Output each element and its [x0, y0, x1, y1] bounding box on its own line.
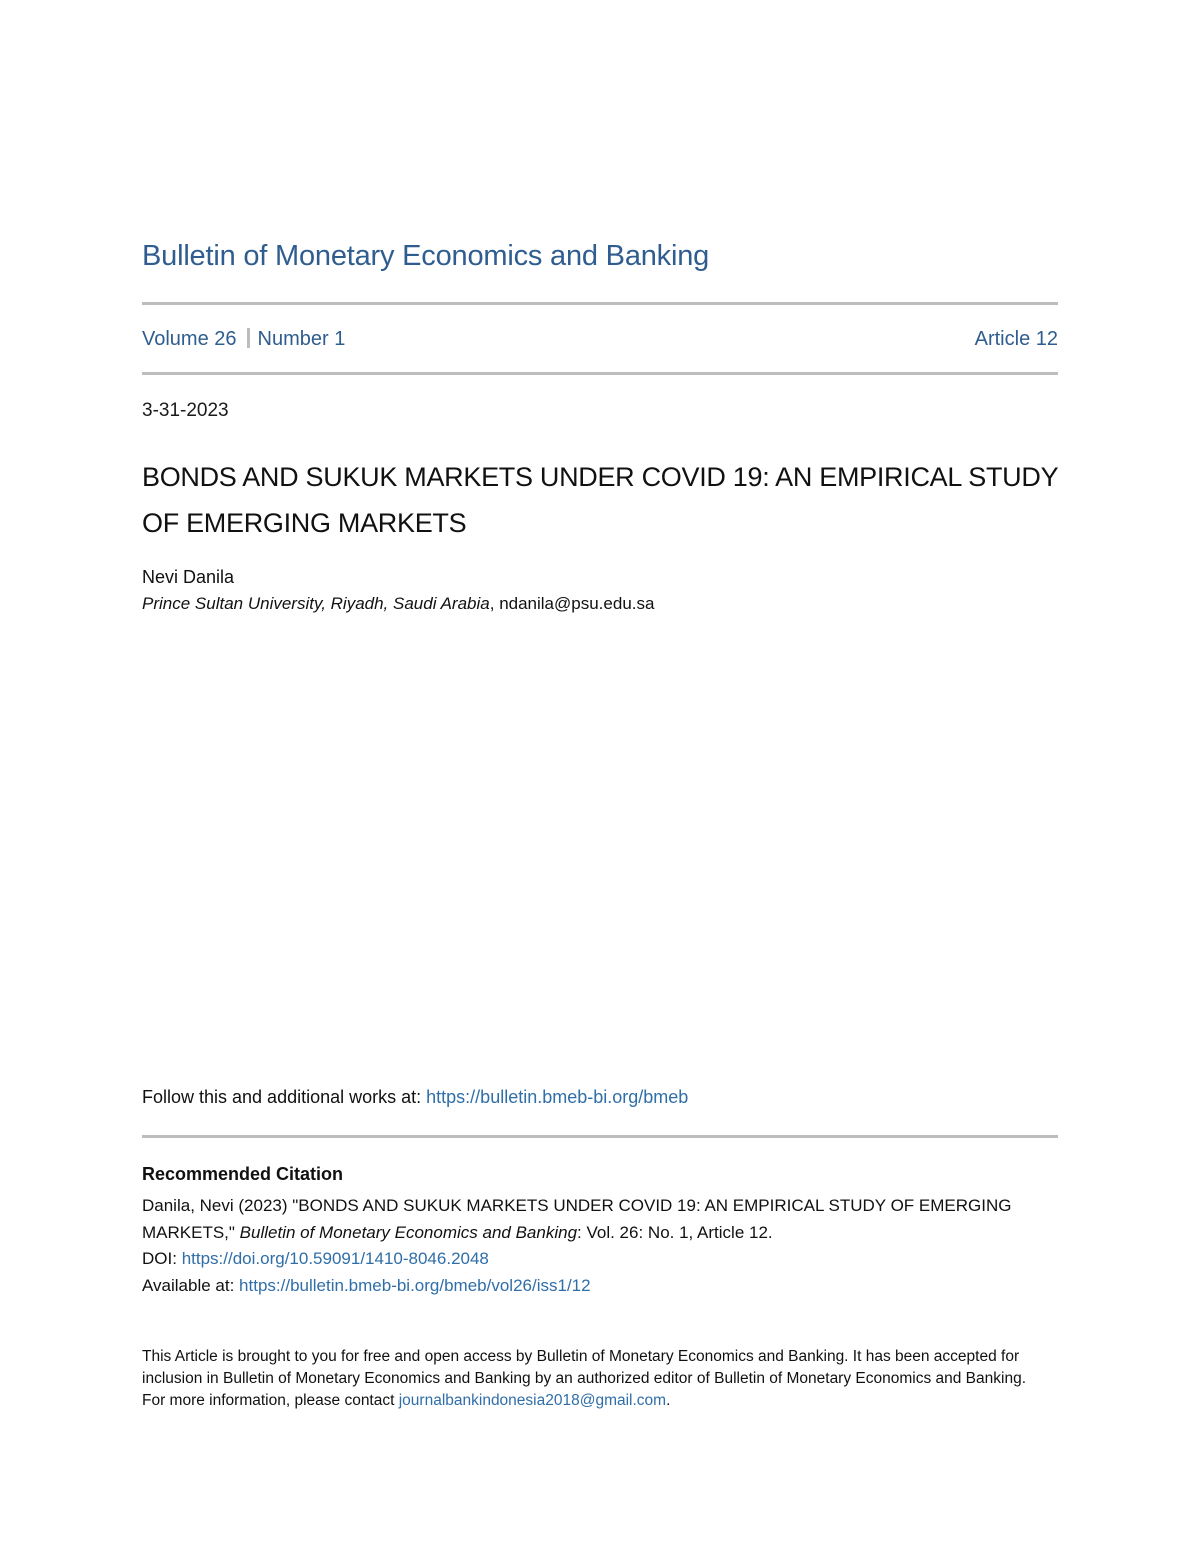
article-title: BONDS AND SUKUK MARKETS UNDER COVID 19: AN EMPIRICAL STUDY OF EMERGING MARKETS — [142, 462, 1058, 538]
available-link[interactable]: https://bulletin.bmeb-bi.org/bmeb/vol26/iss1/12 — [239, 1275, 591, 1295]
available-label: Available at: — [142, 1275, 235, 1295]
citation-details: : Vol. 26: No. 1, Article 12. — [577, 1222, 773, 1242]
citation-block — [142, 1193, 1062, 1299]
divider — [142, 1135, 1058, 1138]
issue-link[interactable]: Number 1 — [257, 328, 346, 350]
divider — [142, 302, 1058, 305]
citation-heading: Recommended Citation — [142, 1164, 344, 1184]
author-name: Nevi Danila — [142, 567, 235, 587]
notice-text: This Article is brought to you for free and open access by Bulletin of Monetary Economics and Banking. It has been accepted for inclusion in Bulletin of Monetary Economics and Banking by an authorized editor of Bulletin of Monetary Economics and Banking. For more information, please contact — [142, 1348, 1026, 1409]
notice-end: . — [666, 1392, 671, 1409]
follow-label: Follow this and additional works at: — [142, 1087, 422, 1107]
doi-link[interactable]: https://doi.org/10.59091/1410-8046.2048 — [181, 1249, 489, 1268]
citation-text: Danila, Nevi (2023) "BONDS AND SUKUK MARKETS UNDER COVID 19: AN EMPIRICAL STUDY OF EMERGING MARKETS," — [142, 1196, 1012, 1242]
article-number: Article 12 — [974, 328, 1058, 350]
volume-link[interactable]: Volume 26 — [142, 328, 237, 350]
journal-title[interactable]: Bulletin of Monetary Economics and Banking — [142, 240, 710, 272]
separator-bar — [247, 328, 250, 348]
follow-line — [142, 1087, 688, 1108]
volume-issue-line — [142, 328, 345, 351]
publication-date: 3-31-2023 — [142, 400, 229, 421]
access-notice — [142, 1346, 1052, 1412]
author-affiliation: Prince Sultan University, Riyadh, Saudi Arabia, ndanila@psu.edu.sa — [142, 594, 655, 613]
citation-journal: Bulletin of Monetary Economics and Banking — [239, 1222, 578, 1242]
repository-link[interactable]: https://bulletin.bmeb-bi.org/bmeb — [426, 1087, 689, 1107]
contact-email-link[interactable]: journalbankindonesia2018@gmail.com — [398, 1392, 667, 1409]
doi-label: DOI: — [142, 1249, 177, 1268]
divider — [142, 372, 1058, 375]
author-email: ndanila@psu.edu.sa — [499, 594, 655, 613]
affiliation-text: Prince Sultan University, Riyadh, Saudi Arabia — [142, 594, 490, 613]
